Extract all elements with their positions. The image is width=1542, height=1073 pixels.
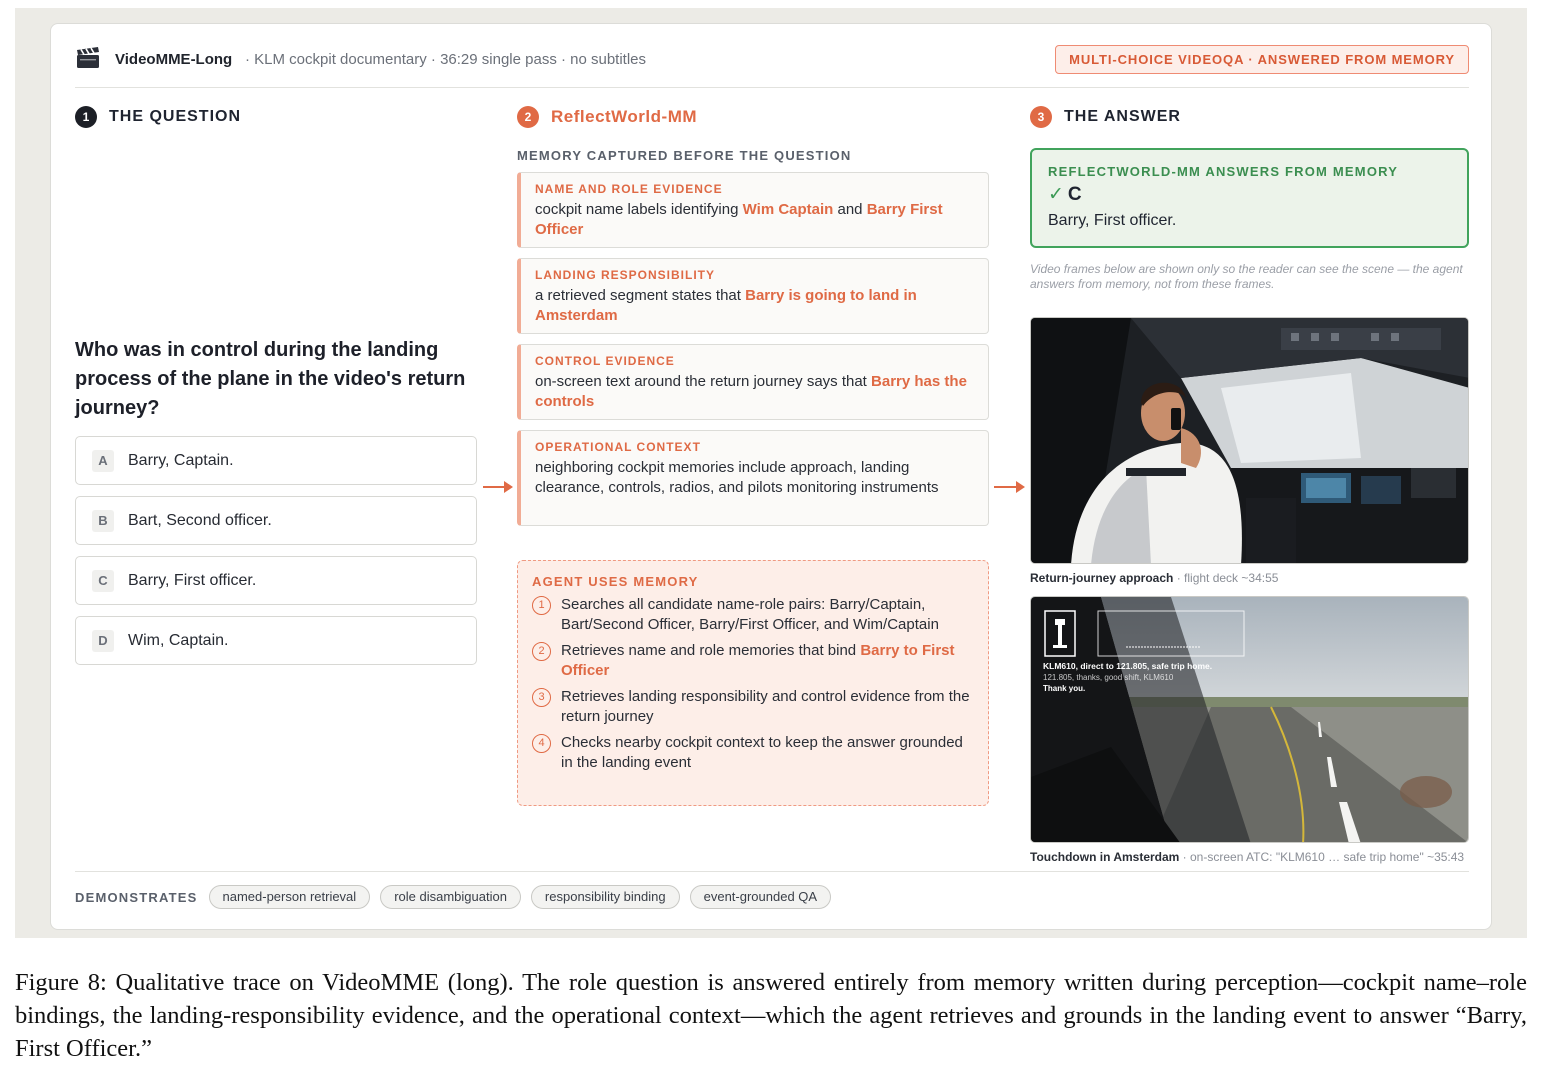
evidence-body [535,372,974,412]
step-number: 2 [517,106,539,128]
arrow-right-icon [483,480,513,494]
evidence-tag: OPERATIONAL CONTEXT [535,440,701,454]
memory-heading [517,106,989,128]
arrow-right-icon [994,480,1025,494]
step-circle: 1 [532,596,551,615]
task-badge: MULTI-CHOICE VIDEOQA · ANSWERED FROM MEMORY [1055,45,1469,74]
evidence-text: cockpit name labels identifying [535,201,743,218]
evidence-card [517,172,989,248]
step-number: 3 [1030,106,1052,128]
footer-divider [75,871,1469,872]
dataset-meta: · KLM cockpit documentary · 36:29 single pass · no subtitles [245,51,647,68]
figure-card [50,23,1492,930]
figure-panel [15,8,1527,938]
option-a[interactable] [75,436,477,485]
evidence-highlight: Barry First Officer [535,201,943,238]
video-frame-cockpit [1030,317,1469,564]
step-circle: 4 [532,734,551,753]
evidence-tag: CONTROL EVIDENCE [535,354,675,368]
video-frame-runway [1030,596,1469,843]
check-icon: ✓ [1048,184,1064,205]
figure-caption: Figure 8: Qualitative trace on VideoMME (long). The role question is answered entirely from memory written during perception—cockpit name–role bindings, the landing-responsibility evidence, and the operational context—which the agent retrieves and grounds in the landing event to answer “Barry, First Officer.” [15,969,1527,1062]
answer-letter: C [1067,184,1082,205]
frame-caption [1030,570,1469,586]
evidence-tag: LANDING RESPONSIBILITY [535,268,716,282]
option-key: C [92,570,114,592]
model-name: ReflectWorld-MM [551,107,698,126]
evidence-text: a retrieved segment states that [535,287,746,304]
evidence-card [517,258,989,334]
frame-caption [1030,849,1469,865]
memory-column [517,106,989,771]
step-text: Retrieves landing responsibility and control evidence from the return journey [561,688,970,725]
evidence-highlight: Wim Captain [742,201,834,218]
frame-caption-title: Touchdown in Amsterdam [1030,850,1180,864]
evidence-highlight: Barry is going to land in Amsterdam [535,287,917,324]
demonstrates-label: DEMONSTRATES [75,889,198,905]
agent-step [532,733,974,773]
capability-chip: event-grounded QA [690,885,831,909]
answer-choice [1048,183,1451,206]
step-label: THE ANSWER [1064,108,1181,125]
atc-overlay-line: KLM610, direct to 121.805, safe trip home. [1043,661,1213,671]
evidence-tag: NAME AND ROLE EVIDENCE [535,182,723,196]
option-c[interactable] [75,556,477,605]
evidence-text: and [833,201,867,218]
figure-header [75,42,1469,80]
agent-step [532,595,974,635]
evidence-highlight: Barry has the controls [535,373,967,410]
evidence-body [535,286,974,326]
answer-column [1030,106,1469,864]
step-text: Searches all candidate name-role pairs: Barry/Captain, Bart/Second Officer, Barry/First Officer, and Wim/Captain [561,596,939,633]
evidence-text: on-screen text around the return journey says that [535,373,872,390]
step-number: 1 [75,106,97,128]
option-text: Barry, Captain. [128,451,234,469]
evidence-card [517,344,989,420]
option-key: A [92,450,114,472]
option-text: Barry, First officer. [128,571,257,589]
answer-box [1030,148,1469,248]
demonstrates-row [75,884,841,910]
runway-scene-image [1031,597,1469,843]
step-text: Checks nearby cockpit context to keep the answer grounded in the landing event [561,734,963,771]
agent-title: AGENT USES MEMORY [532,574,699,589]
option-d[interactable] [75,616,477,665]
step-label: THE QUESTION [109,108,242,125]
header-divider [75,87,1469,88]
step-plain: Retrieves name and role memories that bind [561,642,861,659]
answer-text: Barry, First officer. [1048,212,1177,229]
option-text: Bart, Second officer. [128,511,272,529]
frame-caption-meta: · flight deck ~34:55 [1173,571,1279,585]
frame-caption-title: Return-journey approach [1030,571,1174,585]
frame-caption-meta: · on-screen ATC: "KLM610 … safe trip home" ~35:43 [1179,850,1465,864]
atc-overlay-line: 121.805, thanks, good shift, KLM610 [1043,673,1174,682]
memory-caption: MEMORY CAPTURED BEFORE THE QUESTION [517,148,852,163]
frames-note: Video frames below are shown only so the reader can see the scene — the agent answers from memory, not from these frames. [1030,262,1463,291]
option-key: D [92,630,114,652]
option-b[interactable] [75,496,477,545]
step-highlight: Barry to First Officer [561,642,955,679]
answer-title: REFLECTWORLD-MM ANSWERS FROM MEMORY [1048,164,1399,179]
option-text: Wim, Captain. [128,631,229,649]
step-text [561,641,974,681]
option-key: B [92,510,114,532]
step-circle: 2 [532,642,551,661]
evidence-body [535,200,974,240]
answer-heading [1030,106,1469,128]
atc-overlay-line: Thank you. [1043,684,1086,693]
question-column [75,106,477,649]
question-text: Who was in control during the landing process of the plane in the video's return journey? [75,339,466,419]
agent-step [532,687,974,727]
agent-step [532,641,974,681]
capability-chip: responsibility binding [531,885,680,909]
capability-chip: role disambiguation [380,885,521,909]
capability-chip: named-person retrieval [209,885,371,909]
dataset-title: VideoMME-Long [115,51,233,68]
agent-panel [517,560,989,806]
step-circle: 3 [532,688,551,707]
evidence-body: neighboring cockpit memories include approach, landing clearance, controls, radios, and pilots monitoring instruments [535,459,939,496]
cockpit-scene-image [1031,318,1469,564]
question-heading [75,106,477,128]
evidence-card [517,430,989,526]
clapperboard-icon [75,47,101,69]
